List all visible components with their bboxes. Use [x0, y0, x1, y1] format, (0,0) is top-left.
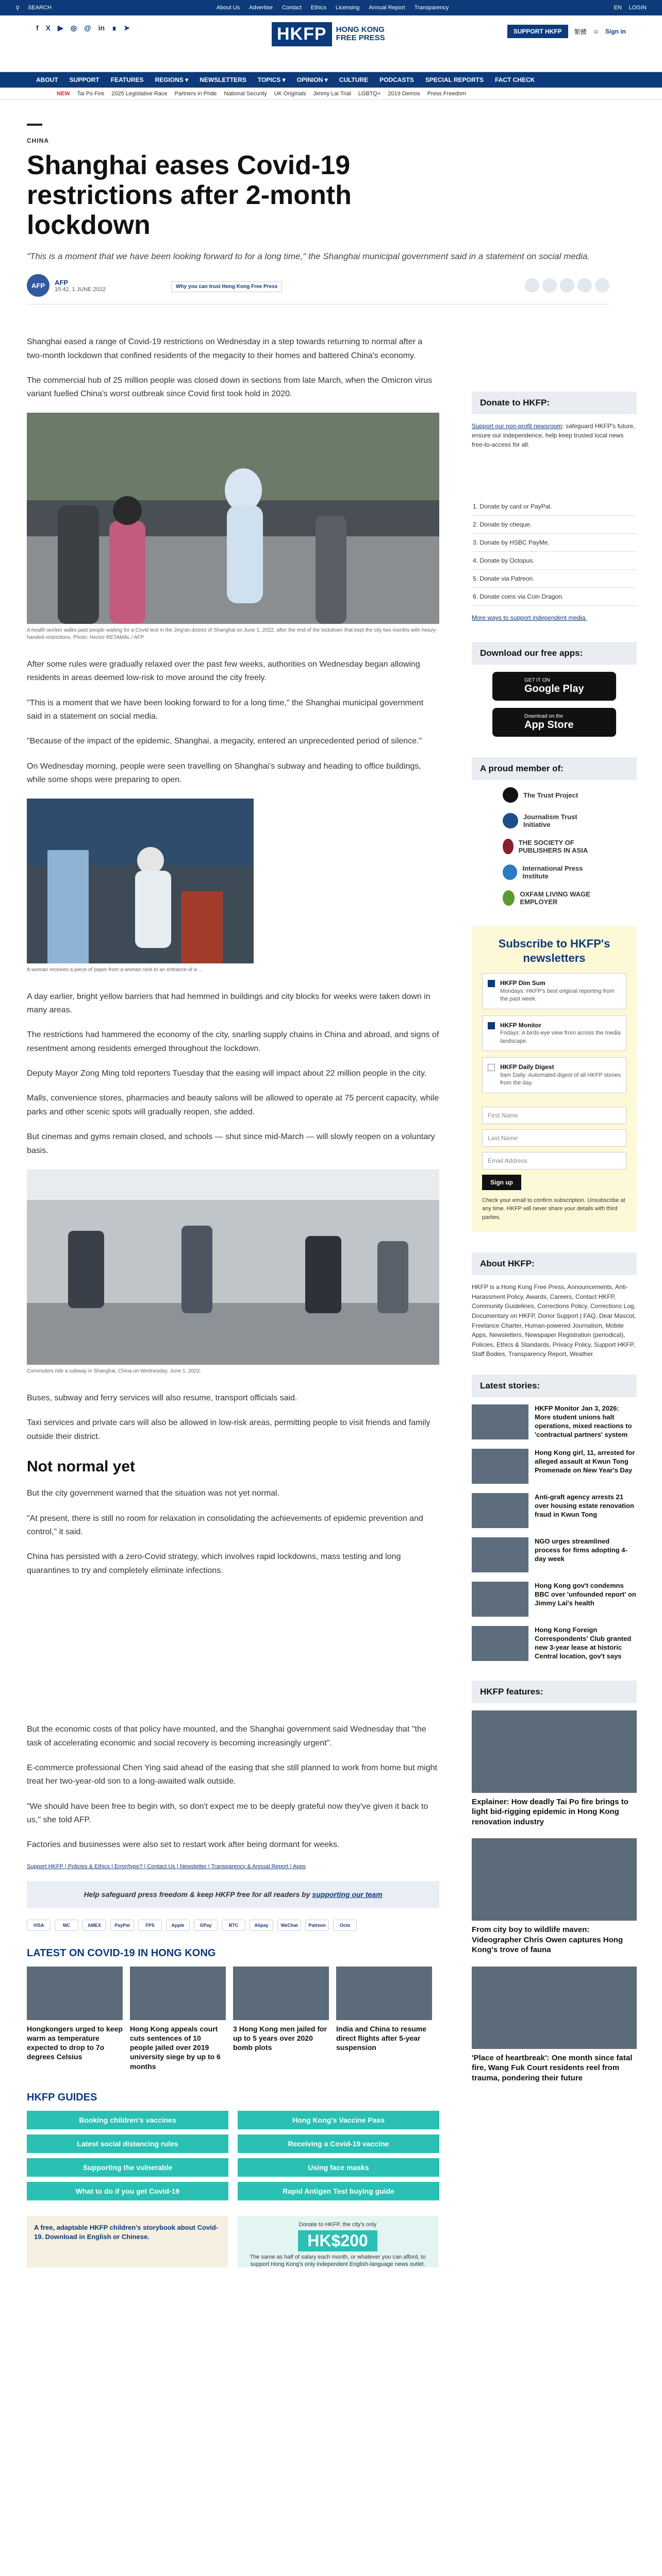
paragraph: "At present, there is still no room for relaxation in consolidating the achievements of epidemic prevention and control," it said. — [27, 1514, 423, 1536]
sopa-icon — [503, 839, 514, 854]
photo-illustration — [27, 413, 439, 624]
mastercard-icon[interactable]: MC — [55, 1920, 78, 1931]
trust-project-icon — [503, 787, 518, 803]
card-thumbnail — [233, 1967, 329, 2020]
share-whatsapp-icon[interactable] — [560, 278, 574, 293]
member-jti[interactable] — [503, 813, 606, 828]
member-logos — [472, 787, 637, 906]
title-rule — [27, 124, 42, 126]
guide-button[interactable]: Receiving a Covid-19 vaccine — [238, 2134, 439, 2153]
header-actions — [507, 25, 626, 38]
feature-title: 'Place of heartbreak': One month since fatal fire, Wang Fuk Court residents reel from trauma, pondering their future — [472, 2053, 633, 2082]
donate-options — [472, 498, 637, 606]
features-title: HKFP features: — [472, 1681, 637, 1703]
nav-culture[interactable]: CULTURE — [339, 76, 369, 83]
linkedin-icon[interactable]: in — [98, 24, 105, 32]
checkbox-unchecked[interactable] — [488, 1064, 495, 1071]
nav-fact-check[interactable]: FACT CHECK — [494, 76, 535, 83]
logo-box: HKFP — [272, 22, 332, 46]
ipi-icon — [503, 865, 517, 880]
donate-promo[interactable] — [237, 2216, 438, 2267]
article-category[interactable]: CHINA — [27, 137, 49, 144]
paragraph: But the city government warned that the situation was not yet normal. — [27, 1489, 280, 1498]
facebook-icon[interactable]: f — [36, 24, 39, 32]
paragraph: On Wednesday morning, people were seen travelling on Shanghai's subway and heading to office buildings, while some shops were preparing to open. — [27, 761, 421, 785]
feature-item[interactable] — [472, 1967, 637, 2083]
google-play-big: Google Play — [524, 683, 584, 694]
newsletter-title: Subscribe to HKFP's newsletters — [498, 937, 610, 964]
storybook-promo[interactable]: A free, adaptable HKFP children's storybook about Covid-19. Download in English or Chinese. — [27, 2216, 228, 2267]
card-title: India and China to resume direct flights after 5-year suspension — [336, 2024, 427, 2052]
feature-thumbnail — [472, 1710, 637, 1793]
chinese-link[interactable]: 繁體 — [574, 28, 587, 36]
paragraph: But cinemas and gyms remain closed, and schools — shut since mid-March — will slowly reopen on a voluntary basis. — [27, 1132, 435, 1155]
promo-row — [27, 2216, 439, 2267]
card-thumbnail — [27, 1967, 123, 2020]
paragraph: The restrictions had hammered the economy of the city, snarling supply chains in China and abroad, and signs of resentment among residents emerged throughout the lockdown. — [27, 1030, 439, 1053]
sidebar — [472, 392, 637, 2094]
sign-up-button[interactable]: Sign up — [482, 1175, 521, 1190]
support-banner — [27, 1881, 439, 1908]
guide-button[interactable]: What to do if you get Covid-19 — [27, 2182, 228, 2200]
nav-support[interactable]: SUPPORT — [69, 76, 100, 83]
telegram-icon[interactable]: ➤ — [124, 24, 130, 32]
member-oxfam[interactable] — [503, 890, 606, 906]
paypal-icon[interactable]: PayPal — [110, 1920, 134, 1931]
top-link-licensing[interactable]: Licensing — [335, 5, 360, 11]
member-sopa[interactable] — [503, 839, 606, 854]
author-name[interactable]: AFP — [55, 278, 68, 286]
paragraph: E-commerce professional Chen Ying said ahead of the easing that she still planned to work from home but might treat her two-year-old son to a long-awaited walk outside. — [27, 1763, 437, 1786]
latest-covid-title: LATEST ON COVID-19 IN HONG KONG — [27, 1947, 216, 1959]
member-label: The Trust Project — [523, 791, 578, 799]
top-link-about[interactable]: About Us — [216, 5, 240, 11]
google-play-small: GET IT ON — [524, 677, 550, 683]
feature-thumbnail — [472, 1967, 637, 2049]
oxfam-icon — [503, 890, 515, 906]
member-label: OXFAM LIVING WAGE EMPLOYER — [520, 890, 590, 906]
trust-link[interactable]: Why you can trust Hong Kong Free Press — [171, 281, 282, 292]
photo-woman-entrance — [27, 799, 254, 963]
newsletter-name: HKFP Daily Digest — [500, 1063, 554, 1071]
trending-bar — [0, 88, 662, 100]
share-facebook-icon[interactable] — [525, 278, 539, 293]
app-store-badge[interactable] — [492, 708, 616, 737]
trending-item[interactable]: 2025 Legislative Race — [111, 90, 168, 97]
apple-pay-icon[interactable]: Apple — [166, 1920, 190, 1931]
story-thumbnail — [472, 1404, 528, 1439]
photo-subway-commuters — [27, 1169, 439, 1365]
guide-button[interactable]: Using face masks — [238, 2158, 439, 2177]
photo-caption: A health worker walks past people waiting for a Covid test in the Jing'an district of Shanghai on June 1, 2022, after the end of the lockdown that kept the city two months with heavy-handed restrictions. Photo: Hector RETAMAL / AFP. — [27, 627, 437, 640]
author-avatar[interactable]: AFP — [27, 274, 49, 297]
social-icons — [36, 24, 130, 32]
feature-title: From city boy to wildlife maven: Videographer Chris Owen captures Hong Kong's trove of fauna — [472, 1925, 623, 1955]
paragraph: "We should have been free to begin with, so don't expect me to be deeply grateful now they've given it back to us," she told AFP. — [27, 1802, 428, 1825]
newsletter-name: HKFP Dim Sum — [500, 979, 545, 987]
paragraph: A day earlier, bright yellow barriers that had hemmed in buildings and city blocks for weeks were taken down in many areas. — [27, 992, 431, 1014]
nav-regions[interactable]: REGIONS ▾ — [155, 76, 189, 83]
email-input[interactable]: Email Address — [482, 1152, 626, 1170]
donate-promo-amount: HK$200 — [298, 2230, 377, 2251]
story-title: HKFP Monitor Jan 3, 2026: More student unions halt operations, mixed reactions to 'contractual partners' system — [535, 1404, 632, 1438]
donate-option[interactable]: 6. Donate coins via Coin Dragon. — [472, 588, 637, 606]
search-icon[interactable]: ⚲ — [15, 5, 20, 11]
donate-text — [472, 421, 637, 449]
main-nav — [0, 72, 662, 88]
story-thumbnail — [472, 1449, 528, 1484]
user-icon[interactable]: ☺ — [592, 28, 599, 35]
story-title: Hong Kong gov't condemns BBC over 'unfounded report' on Jimmy Lai's health — [535, 1581, 636, 1607]
share-bar — [525, 278, 609, 293]
nav-about[interactable]: ABOUT — [36, 76, 58, 83]
nav-topics[interactable]: TOPICS ▾ — [257, 76, 286, 83]
site-logo[interactable] — [272, 19, 390, 49]
newsletter-option[interactable] — [482, 1057, 626, 1093]
story-item[interactable] — [472, 1449, 637, 1484]
first-name-input[interactable]: First Name — [482, 1107, 626, 1124]
app-store-big: App Store — [524, 719, 574, 731]
top-link-advertise[interactable]: Advertise — [249, 5, 273, 11]
top-link-annual-report[interactable]: Annual Report — [369, 5, 405, 11]
card-title: Hongkongers urged to keep warm as temperature expected to drop to 7o degrees Celsius — [27, 2024, 123, 2061]
trending-item[interactable]: 2019 Demos — [388, 90, 420, 97]
octopus-icon[interactable]: Octo — [333, 1920, 357, 1931]
threads-icon[interactable]: @ — [84, 24, 91, 32]
paragraph: Buses, subway and ferry services will also resume, transport officials said. — [27, 1394, 297, 1403]
nav-special-reports[interactable]: SPECIAL REPORTS — [425, 76, 484, 83]
card-thumbnail — [130, 1967, 226, 2020]
feature-item[interactable] — [472, 1838, 637, 1955]
story-thumbnail — [472, 1626, 528, 1661]
top-links — [217, 5, 449, 11]
payment-icons — [27, 1920, 439, 1931]
donate-option[interactable]: 1. Donate by card or PayPal. — [472, 498, 637, 516]
paragraph: Factories and businesses were also set to restart work after being dormant for weeks. — [27, 1840, 340, 1850]
byline — [27, 274, 609, 304]
support-hkfp-button[interactable]: SUPPORT HKFP — [507, 25, 568, 38]
newsletter-option[interactable] — [482, 1015, 626, 1052]
fps-icon[interactable]: FPS — [138, 1920, 162, 1931]
member-label: Journalism Trust Initiative — [523, 813, 577, 828]
footer-links[interactable]: Support HKFP | Policies & Ethics | Error/typo? | Contact Us | Newsletter | Transparency & Annual Report | Apps — [27, 1863, 306, 1870]
member-label: THE SOCIETY OF PUBLISHERS IN ASIA — [518, 839, 588, 854]
paragraph: "This is a moment that we have been looking forward to for a long time," the Shanghai municipal government said in a statement on social media. — [27, 698, 424, 721]
nav-features[interactable]: FEATURES — [110, 76, 144, 83]
story-item[interactable] — [472, 1582, 637, 1617]
story-title: Hong Kong girl, 11, arrested for alleged assault at Kwun Tong Promenade on New Year's Day — [535, 1448, 635, 1474]
youtube-icon[interactable]: ▶ — [58, 24, 63, 32]
photo-illustration — [27, 1169, 439, 1365]
trending-item[interactable]: Partners in Pride — [174, 90, 217, 97]
donate-title: Donate to HKFP: — [472, 392, 637, 414]
about-links[interactable]: HKFP is a Hong Kong Free Press, Announcements, Anti-Harassment Policy, Awards, Careers, Contact HKFP, Community Guidelines, Corrections Policy, Corrections Log, Documentary on HKFP, Donor Support | FAQ, Dear Mascot, Freelance Charter, Human-powered Journalism, Mobile Apps, Newsletters, Newspaper Registration (periodical), Policies, Ethics & Standards, Privacy Policy, Support HKFP, Staff Bodies, Transparency Report, Weather. — [472, 1283, 636, 1358]
photo-illustration — [27, 799, 254, 963]
newsletter-desc: Mondays: HKFP's best original reporting from the past week. — [500, 988, 615, 1003]
guide-button[interactable]: Supporting the vulnerable — [27, 2158, 228, 2177]
newsletter-box — [472, 926, 637, 1232]
guide-button[interactable]: Latest social distancing rules — [27, 2134, 228, 2153]
latest-card[interactable] — [130, 1967, 226, 2071]
alipay-icon[interactable]: Alipay — [250, 1920, 273, 1931]
donate-text-body: : safeguard HKFP's future, ensure our independence, help keep trusted local news free-to-access for all. — [472, 422, 635, 448]
checkbox-checked[interactable] — [488, 1022, 495, 1029]
member-ipi[interactable] — [503, 865, 606, 880]
visa-icon[interactable]: VISA — [27, 1920, 51, 1931]
paragraph: The commercial hub of 25 million people was closed down in sections from late March, when the Omicron virus variant fuelled China's worst outbreak since Covid first took hold in 2020. — [27, 376, 433, 399]
newsletter-name: HKFP Monitor — [500, 1021, 541, 1029]
share-email-icon[interactable] — [577, 278, 592, 293]
logo-text-line-2: FREE PRESS — [336, 33, 385, 42]
photo-caption: Commuters ride a subway in Shanghai, China on Wednesday, June 1, 2022. — [27, 1368, 202, 1375]
donate-promo-text-1: Donate to HKFP, the city's only — [299, 2221, 377, 2228]
card-title: 3 Hong Kong men jailed for up to 5 years over 2020 bomb plots — [233, 2024, 327, 2052]
story-title: Hong Kong Foreign Correspondents' Club granted new 3-year lease at historic Central location, gov't says — [535, 1625, 632, 1660]
newsletter-desc: 9am Daily: Automated digest of all HKFP stories from the day. — [500, 1072, 621, 1087]
story-title: Anti-graft agency arrests 21 over housing estate renovation fraud in Kwun Tong — [535, 1493, 634, 1518]
donate-option[interactable]: 2. Donate by cheque. — [472, 516, 637, 534]
guide-button[interactable]: Booking children's vaccines — [27, 2111, 228, 2129]
article-lede: "This is a moment that we have been looking forward to for a long time," the Shanghai municipal government said in a statement on social media. — [27, 251, 590, 261]
amex-icon[interactable]: AMEX — [82, 1920, 106, 1931]
donate-promo-text-2: The same as half of salary each month, or whatever you can afford, to support Hong Kong's only independent English-language news outlet. — [250, 2254, 426, 2268]
paragraph: Deputy Mayor Zong Ming told reporters Tuesday that the easing will impact about 22 million people in the city. — [27, 1069, 427, 1078]
support-banner-text: Help safeguard press freedom & keep HKFP free for all readers by — [84, 1890, 310, 1899]
latest-card[interactable] — [233, 1967, 329, 2071]
latest-covid-list — [27, 1967, 439, 2071]
nav-newsletters[interactable]: NEWSLETTERS — [200, 76, 246, 83]
nav-podcasts[interactable]: PODCASTS — [379, 76, 414, 83]
app-store-small: Download on the — [524, 714, 564, 719]
checkbox-checked[interactable] — [488, 980, 495, 987]
member-trust-project[interactable] — [503, 787, 606, 803]
share-x-icon[interactable] — [542, 278, 557, 293]
trending-item[interactable]: Tai Po Fire — [77, 90, 105, 97]
top-link-ethics[interactable]: Ethics — [310, 5, 326, 11]
member-label: International Press Institute — [522, 865, 583, 880]
story-thumbnail — [472, 1493, 528, 1528]
story-thumbnail — [472, 1537, 528, 1572]
top-bar — [0, 0, 662, 15]
photo-covid-test-queue — [27, 413, 439, 624]
story-title: NGO urges streamlined process for firms adopting 4-day week — [535, 1537, 627, 1563]
latest-card[interactable] — [27, 1967, 123, 2071]
trending-item[interactable]: Press Freedom — [427, 90, 466, 97]
story-item[interactable] — [472, 1404, 637, 1439]
feature-thumbnail — [472, 1838, 637, 1921]
x-icon[interactable]: X — [45, 24, 51, 32]
donate-option[interactable]: 4. Donate by Octopus. — [472, 552, 637, 570]
guide-button[interactable]: Rapid Antigen Test buying guide — [238, 2182, 439, 2200]
story-item[interactable] — [472, 1537, 637, 1572]
more-ways-link[interactable]: More ways to support independent media. — [472, 614, 587, 621]
story-item[interactable] — [472, 1626, 637, 1661]
photo-caption: A woman receives a piece of paper from a woman next to an entrance of a ... — [27, 967, 203, 973]
language-toggle[interactable]: EN — [614, 5, 622, 11]
top-link-contact[interactable]: Contact — [282, 5, 302, 11]
trending-new-label: NEW — [57, 90, 70, 97]
nav-opinion[interactable]: OPINION ▾ — [296, 76, 328, 83]
share-more-icon[interactable] — [595, 278, 609, 293]
donate-image — [472, 456, 637, 498]
latest-card[interactable] — [336, 1967, 432, 2071]
rss-icon[interactable]: ∎ — [112, 24, 117, 32]
story-item[interactable] — [472, 1493, 637, 1528]
paragraph: Shanghai eased a range of Covid-19 restrictions on Wednesday in a step towards returning to normal after a two-month lockdown that confined residents of the megacity to their homes and battered China's economy. — [27, 337, 423, 360]
sign-in-link[interactable]: Sign in — [605, 28, 626, 35]
paragraph: Malls, convenience stores, pharmacies and beauty salons will be allowed to operate at 75 percent capacity, while parks and other scenic spots will gradually reopen, she added. — [27, 1094, 439, 1116]
newsletter-desc: Fridays: A birds-eye view from across the media landscape. — [500, 1030, 621, 1044]
publish-date: 15:42, 1 JUNE 2022 — [55, 286, 106, 293]
donate-text-link[interactable]: Support our non-profit newsroom — [472, 422, 562, 430]
feature-item[interactable] — [472, 1710, 637, 1827]
trending-item[interactable]: Jimmy Lai Trial — [313, 90, 351, 97]
feature-title: Explainer: How deadly Tai Po fire brings to light bid-rigging epidemic in Hong Kong renovation industry — [472, 1797, 628, 1826]
paragraph: Taxi services and private cars will also be allowed in low-risk areas, permitting people to visit friends and family outside their district. — [27, 1418, 431, 1441]
newsletter-option[interactable] — [482, 973, 626, 1009]
ad-space — [27, 1589, 439, 1723]
card-thumbnail — [336, 1967, 432, 2020]
paragraph: After some rules were gradually relaxed over the past few weeks, authorities on Wednesday began allowing residents in areas deemed low-risk to move around the city freely. — [27, 659, 420, 683]
latest-stories-title: Latest stories: — [472, 1375, 637, 1397]
google-pay-icon[interactable]: GPay — [194, 1920, 218, 1931]
guides-title: HKFP GUIDES — [27, 2091, 97, 2103]
section-heading: Not normal yet — [27, 1458, 136, 1476]
search-label[interactable]: SEARCH — [28, 5, 52, 11]
newsletter-fine-print: Check your email to confirm subscription. Unsubscribe at any time. HKFP will never share your details with third parties. — [482, 1197, 625, 1221]
logo-text — [336, 26, 385, 43]
trending-item[interactable]: LGBTQ+ — [358, 90, 381, 97]
member-title: A proud member of: — [472, 757, 637, 780]
story-thumbnail — [472, 1582, 528, 1617]
donate-option[interactable]: 3. Donate by HSBC PayMe. — [472, 534, 637, 552]
article-title: Shanghai eases Covid-19 restrictions after 2-month lockdown — [27, 150, 352, 241]
google-play-badge[interactable] — [492, 672, 616, 701]
wechat-icon[interactable]: WeChat — [277, 1920, 301, 1931]
trending-item[interactable]: UK Originals — [274, 90, 306, 97]
guide-button[interactable]: Hong Kong's Vaccine Pass — [238, 2111, 439, 2129]
last-name-input[interactable]: Last Name — [482, 1129, 626, 1147]
donate-option[interactable]: 5. Donate via Patreon. — [472, 570, 637, 588]
instagram-icon[interactable]: ◎ — [70, 24, 77, 32]
paragraph: "Because of the impact of the epidemic, Shanghai, a megacity, entered an unprecedented period of silence." — [27, 737, 422, 746]
card-title: Hong Kong appeals court cuts sentences of 10 people jailed over 2019 university siege by up to 6 months — [130, 2024, 221, 2071]
bitcoin-icon[interactable]: BTC — [222, 1920, 245, 1931]
about-title: About HKFP: — [472, 1252, 637, 1275]
support-banner-link[interactable]: supporting our team — [312, 1890, 383, 1899]
trending-item[interactable]: National Security — [224, 90, 267, 97]
login-link[interactable]: LOGIN — [628, 5, 647, 11]
apps-title: Download our free apps: — [472, 642, 637, 665]
top-link-transparency[interactable]: Transparency — [414, 5, 449, 11]
paragraph: China has persisted with a zero-Covid strategy, which involves rapid lockdowns, mass testing and long quarantines to try and completely eliminate infections. — [27, 1552, 401, 1575]
paragraph: But the economic costs of that policy have mounted, and the Shanghai government said Wednesday that "the task of accelerating economic and social recovery is becoming increasingly urgent". — [27, 1725, 426, 1748]
patreon-icon[interactable]: Patreon — [305, 1920, 329, 1931]
logo-text-line-1: HONG KONG — [336, 25, 385, 34]
guides-grid — [27, 2111, 439, 2200]
jti-icon — [503, 813, 518, 828]
